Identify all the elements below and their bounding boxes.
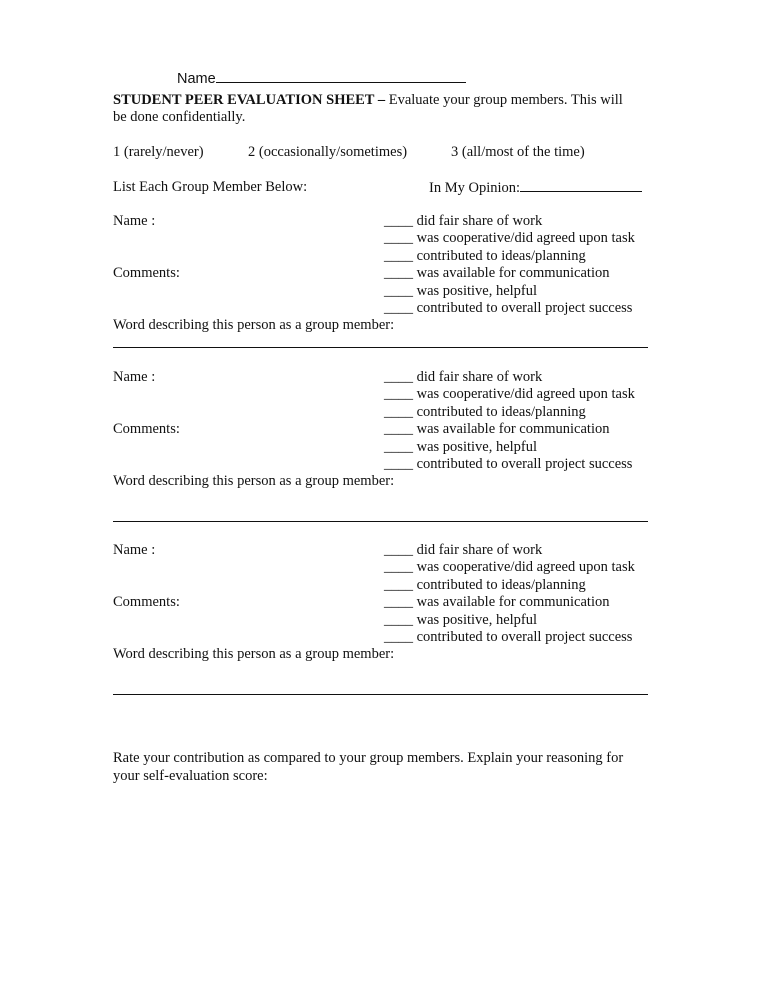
member2-word-label: Word describing this person as a group member: xyxy=(113,473,395,489)
student-name-field[interactable] xyxy=(177,70,466,88)
member2-criterion[interactable] xyxy=(384,421,610,438)
criterion-blank[interactable]: ____ xyxy=(384,421,413,437)
criterion-text: did fair share of work xyxy=(416,213,543,229)
criterion-blank[interactable]: ____ xyxy=(384,439,413,455)
criterion-blank[interactable]: ____ xyxy=(384,456,413,472)
criterion-text: contributed to overall project success xyxy=(416,300,633,316)
member1-criterion[interactable] xyxy=(384,248,586,265)
criterion-blank[interactable]: ____ xyxy=(384,577,413,593)
member3-comments-label: Comments: xyxy=(113,594,180,610)
member3-criterion[interactable] xyxy=(384,629,632,646)
member3-criterion[interactable] xyxy=(384,612,537,629)
criterion-text: contributed to overall project success xyxy=(416,629,633,645)
criterion-text: did fair share of work xyxy=(416,369,543,385)
criterion-blank[interactable]: ____ xyxy=(384,612,413,628)
criterion-blank[interactable]: ____ xyxy=(384,386,413,402)
criterion-text: contributed to ideas/planning xyxy=(416,248,586,264)
criterion-blank[interactable]: ____ xyxy=(384,283,413,299)
criterion-text: contributed to overall project success xyxy=(416,456,633,472)
member1-criterion[interactable] xyxy=(384,300,632,317)
opinion-field[interactable] xyxy=(429,179,642,197)
criterion-text: was available for communication xyxy=(416,594,610,610)
member1-criterion[interactable] xyxy=(384,230,635,247)
criterion-text: was available for communication xyxy=(416,265,610,281)
member3-word-label: Word describing this person as a group member: xyxy=(113,646,395,662)
member2-criterion[interactable] xyxy=(384,369,542,386)
criterion-text: was available for communication xyxy=(416,421,610,437)
sheet-title: STUDENT PEER EVALUATION SHEET – xyxy=(113,92,386,108)
member2-comments-label: Comments: xyxy=(113,421,180,437)
student-name-label: Name xyxy=(177,71,216,87)
self-eval-answer-area[interactable] xyxy=(113,790,648,940)
criterion-text: was cooperative/did agreed upon task xyxy=(416,559,635,575)
member1-name-label: Name : xyxy=(113,213,156,229)
criterion-blank[interactable]: ____ xyxy=(384,369,413,385)
criterion-blank[interactable]: ____ xyxy=(384,542,413,558)
criterion-text: was positive, helpful xyxy=(416,612,538,628)
criterion-text: was positive, helpful xyxy=(416,439,538,455)
self-eval-line1: Rate your contribution as compared to your group members. Explain your reasoning for xyxy=(113,750,624,766)
member1-criterion[interactable] xyxy=(384,213,542,230)
scale-rarely: 1 (rarely/never) xyxy=(113,144,204,160)
member2-criterion[interactable] xyxy=(384,386,635,403)
scale-occasionally: 2 (occasionally/sometimes) xyxy=(248,144,408,160)
member1-word-label: Word describing this person as a group member: xyxy=(113,317,395,333)
member3-criterion[interactable] xyxy=(384,594,610,611)
criterion-blank[interactable]: ____ xyxy=(384,265,413,281)
criterion-text: was positive, helpful xyxy=(416,283,538,299)
member2-name-label: Name : xyxy=(113,369,156,385)
criterion-blank[interactable]: ____ xyxy=(384,230,413,246)
list-members-label: List Each Group Member Below: xyxy=(113,179,308,195)
title-line xyxy=(113,92,623,109)
member1-comments-label: Comments: xyxy=(113,265,180,281)
criterion-blank[interactable]: ____ xyxy=(384,404,413,420)
student-name-blank[interactable] xyxy=(216,70,466,83)
opinion-blank[interactable] xyxy=(520,179,642,192)
opinion-label: In My Opinion: xyxy=(429,180,521,196)
criterion-text: contributed to ideas/planning xyxy=(416,404,586,420)
self-eval-line2: your self-evaluation score: xyxy=(113,768,268,784)
criterion-blank[interactable]: ____ xyxy=(384,594,413,610)
member3-name-label: Name : xyxy=(113,542,156,558)
criterion-text: contributed to ideas/planning xyxy=(416,577,586,593)
member2-criterion[interactable] xyxy=(384,404,586,421)
criterion-text: was cooperative/did agreed upon task xyxy=(416,386,635,402)
criterion-blank[interactable]: ____ xyxy=(384,629,413,645)
member3-word-line[interactable] xyxy=(113,694,648,695)
member2-word-line[interactable] xyxy=(113,521,648,522)
member1-criterion[interactable] xyxy=(384,283,537,300)
intro-text-line1: Evaluate your group members. This will xyxy=(388,92,623,108)
member1-criterion[interactable] xyxy=(384,265,610,282)
criterion-blank[interactable]: ____ xyxy=(384,300,413,316)
member1-word-line[interactable] xyxy=(113,347,648,348)
scale-all-time: 3 (all/most of the time) xyxy=(451,144,585,160)
member3-criterion[interactable] xyxy=(384,542,542,559)
member2-criterion[interactable] xyxy=(384,439,537,456)
member3-criterion[interactable] xyxy=(384,577,586,594)
criterion-text: did fair share of work xyxy=(416,542,543,558)
intro-text-line2: be done confidentially. xyxy=(113,109,246,125)
criterion-text: was cooperative/did agreed upon task xyxy=(416,230,635,246)
member3-criterion[interactable] xyxy=(384,559,635,576)
member2-criterion[interactable] xyxy=(384,456,632,473)
criterion-blank[interactable]: ____ xyxy=(384,559,413,575)
criterion-blank[interactable]: ____ xyxy=(384,248,413,264)
criterion-blank[interactable]: ____ xyxy=(384,213,413,229)
